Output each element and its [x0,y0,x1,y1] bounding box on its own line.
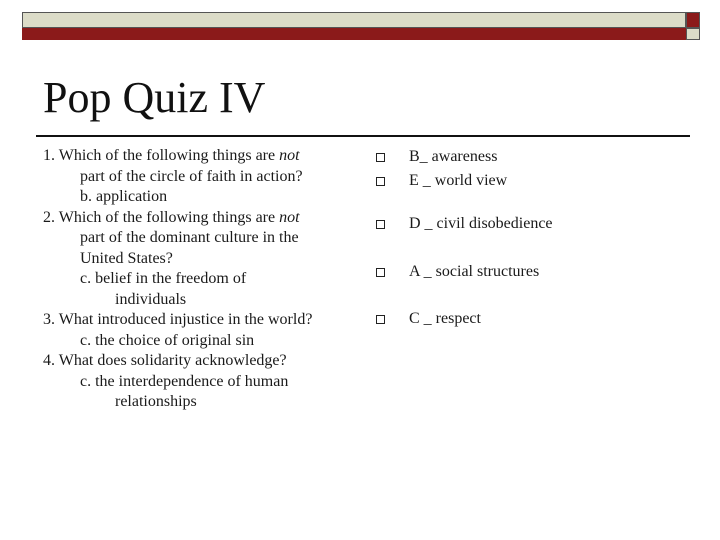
question-3 [43,310,363,351]
question-line: United States? [80,249,173,267]
question-line: part of the circle of faith in action? [80,167,303,185]
header-corner-red [686,12,700,28]
hollow-square-bullet-icon [376,268,385,277]
hollow-square-bullet-icon [376,177,385,186]
emphasis-word: not [279,208,300,226]
answer-line: individuals [115,290,187,308]
matching-item: B_ awareness [409,148,498,165]
answer-line: c. the choice of original sin [80,331,255,349]
header-bar-red [22,28,686,40]
question-1 [43,146,363,208]
question-4 [43,351,363,413]
matching-item: C _ respect [409,310,481,327]
hollow-square-bullet-icon [376,153,385,162]
question-line: 4. What does solidarity acknowledge? [43,352,287,369]
matching-item: E _ world view [409,172,508,189]
matching-item: A _ social structures [409,263,540,280]
title-divider [36,135,690,137]
answer-line: c. the interdependence of human [80,372,289,390]
question-line: 1. Which of the following things are not [43,147,300,164]
hollow-square-bullet-icon [376,315,385,324]
hollow-square-bullet-icon [376,220,385,229]
answer-line: b. application [80,188,168,205]
question-2 [43,208,363,311]
header-corner-beige [686,28,700,40]
emphasis-word: not [279,147,300,164]
questions-column [43,146,363,413]
answer-line: c. belief in the freedom of [80,270,247,287]
header-bar-beige [22,12,686,28]
answer-line: relationships [115,393,197,410]
question-line: 3. What introduced injustice in the world? [43,311,313,328]
question-line: part of the dominant culture in the [80,229,299,246]
page-title: Pop Quiz IV [43,73,266,122]
matching-item: D _ civil disobedience [409,215,553,232]
question-line: 2. Which of the following things are not [43,208,300,226]
